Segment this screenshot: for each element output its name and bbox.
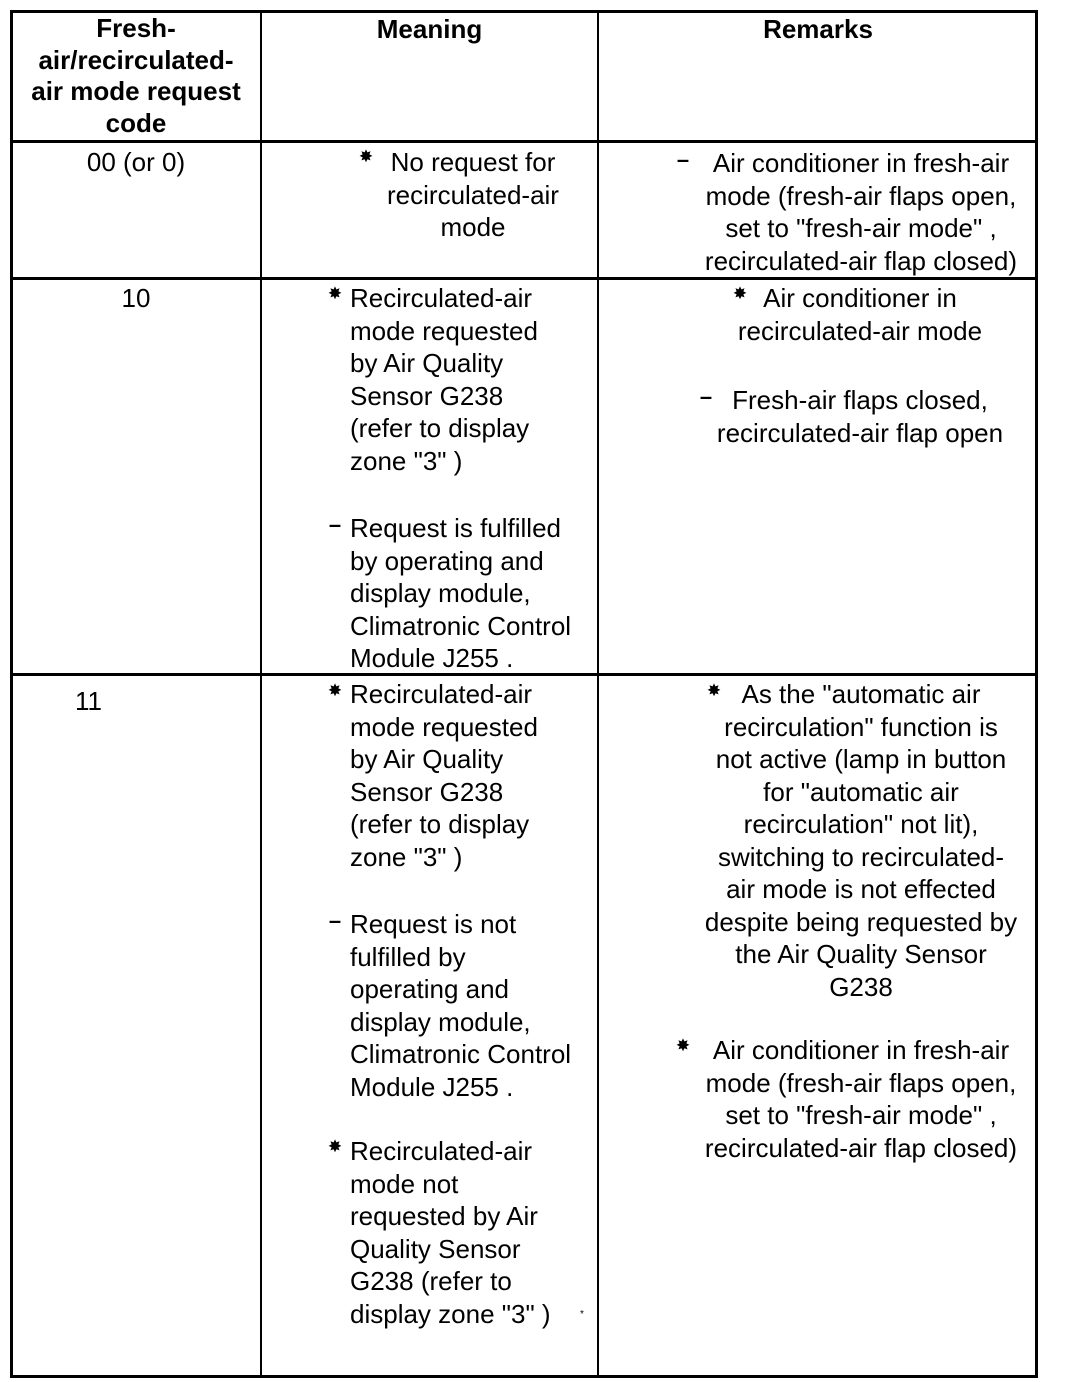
row-3-meaning-bullet-1-icon: ✸ <box>327 681 343 700</box>
row-2-remarks-bullet-icon: ✸ <box>732 284 748 303</box>
row-3-meaning-dash-icon: – <box>328 908 342 933</box>
row-3-meaning-text-1: Recirculated-air mode requested by Air Quality Sensor G238 (refer to display zone "3" ) <box>350 679 538 872</box>
column-divider-2 <box>597 12 599 1378</box>
row-1-code: 00 (or 0) <box>86 147 186 177</box>
row-2-remarks-text-1: Air conditioner in recirculated-air mode <box>737 283 983 346</box>
header-meaning: Meaning <box>376 14 483 44</box>
row-3-code: 11 <box>75 686 102 716</box>
row-2-remarks-text-2: Fresh-air flaps closed, recirculated-air flap open <box>716 385 1004 448</box>
header-divider <box>12 140 1037 143</box>
row-1-remarks-text: Air conditioner in fresh-air mode (fresh-air flaps open, set to "fresh-air mode" , recirculated-air flap closed) <box>704 148 1018 276</box>
row-2-remarks-dash-icon: – <box>699 384 713 409</box>
row-3-remarks-bullet-1-icon: ✸ <box>706 681 722 700</box>
header-remarks: Remarks <box>763 14 873 44</box>
row-2-code: 10 <box>121 283 151 313</box>
row-2-meaning-text-2: Request is fulfilled by operating and display module, Climatronic Control Module J255 . <box>350 513 572 673</box>
header-code: Fresh- air/recirculated- air mode request code <box>31 13 241 138</box>
row-2-meaning-text-1: Recirculated-air mode requested by Air Quality Sensor G238 (refer to display zone "3" ) <box>350 283 538 476</box>
row-2-meaning-dash-icon: – <box>328 512 342 537</box>
row-2-meaning-bullet-1-icon: ✸ <box>327 284 343 303</box>
column-divider-1 <box>260 12 262 1378</box>
row-3-remarks-bullet-2-icon: ✸ <box>675 1036 691 1055</box>
row-divider-1 <box>12 277 1037 280</box>
row-3-meaning-bullet-2-icon: ✸ <box>327 1137 343 1156</box>
row-3-meaning-text-2: Request is not fulfilled by operating and display module, Climatronic Control Module J255 . <box>350 909 572 1102</box>
row-3-footnote-mark: * <box>580 1309 584 1320</box>
row-3-remarks-text-1: As the "automatic air recirculation" function is not active (lamp in button for "automatic air recirculation" not lit), switching to recirculated- air mode is not effected despite being requested by the Air Quality Sensor G238 <box>704 679 1018 1002</box>
row-1-remarks-dash-icon: – <box>676 147 690 172</box>
row-3-remarks-text-2: Air conditioner in fresh-air mode (fresh-air flaps open, set to "fresh-air mode" , recirculated-air flap closed) <box>704 1035 1018 1163</box>
row-1-meaning-text: No request for recirculated-air mode <box>387 147 559 242</box>
row-1-meaning-bullet-icon: ✸ <box>358 147 374 166</box>
row-3-meaning-text-3: Recirculated-air mode not requested by Air Quality Sensor G238 (refer to display zone "3" ) <box>350 1136 551 1329</box>
